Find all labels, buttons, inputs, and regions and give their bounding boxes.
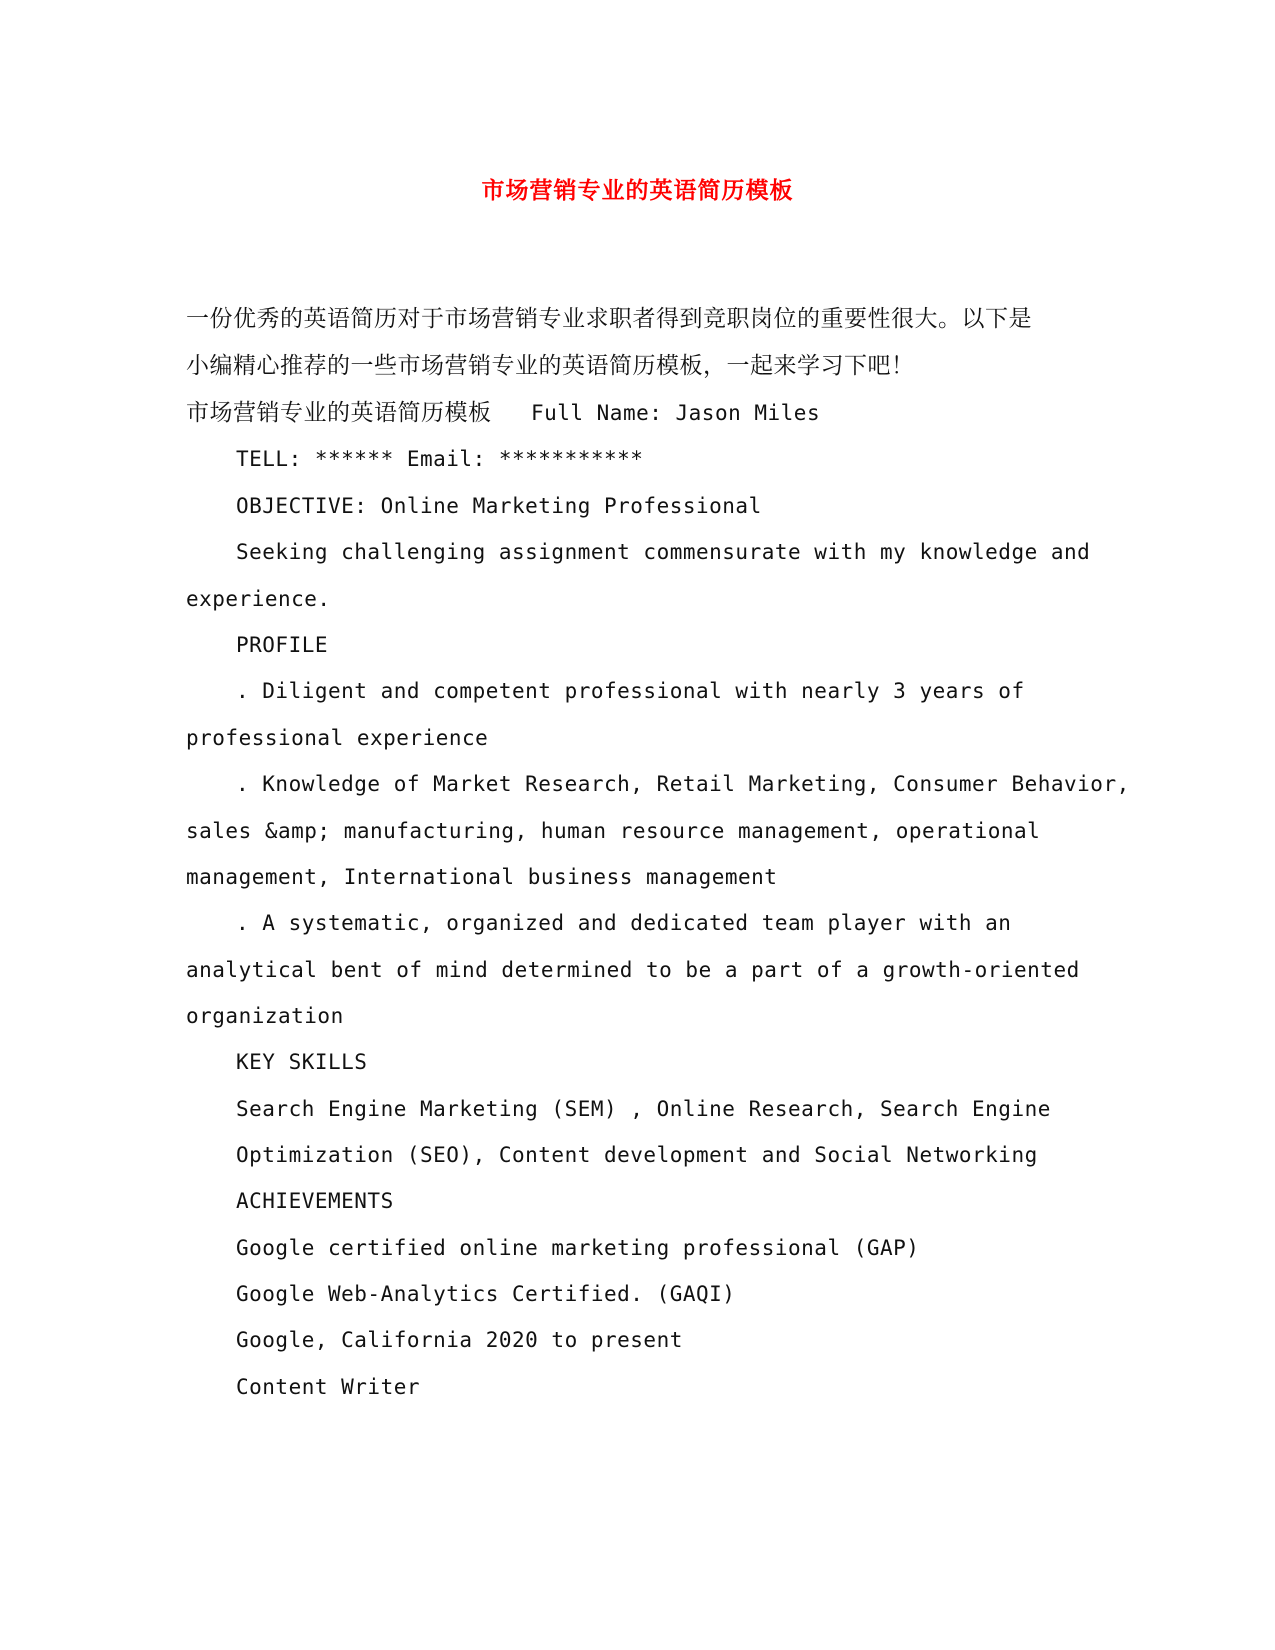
intro-line-2: 小编精心推荐的一些市场营销专业的英语简历模板，一起来学习下吧！ bbox=[186, 353, 915, 379]
intro-line-1: 一份优秀的英语简历对于市场营销专业求职者得到竞职岗位的重要性很大。以下是 bbox=[186, 306, 1032, 332]
profile-item-2b: sales &amp; manufacturing, human resource management, operational bbox=[186, 819, 1041, 843]
achievements-heading: ACHIEVEMENTS bbox=[236, 1189, 394, 1213]
heading-line bbox=[186, 400, 820, 426]
objective-line: OBJECTIVE: Online Marketing Professional bbox=[236, 494, 762, 518]
profile-item-1a: . Diligent and competent professional with nearly 3 years of bbox=[236, 679, 1025, 703]
achievement-1: Google certified online marketing professional (GAP) bbox=[236, 1236, 920, 1260]
objective-desc-1: Seeking challenging assignment commensurate with my knowledge and bbox=[236, 540, 1091, 564]
objective-desc-2: experience. bbox=[186, 587, 331, 611]
skills-line-1: Search Engine Marketing (SEM) , Online Research, Search Engine bbox=[236, 1097, 1051, 1121]
employer-line: Google, California 2020 to present bbox=[236, 1328, 683, 1352]
position-line: Content Writer bbox=[236, 1375, 421, 1399]
skills-heading: KEY SKILLS bbox=[236, 1050, 368, 1074]
profile-item-1b: professional experience bbox=[186, 726, 489, 750]
profile-item-3b: analytical bent of mind determined to be a part of a growth-oriented bbox=[186, 958, 1080, 982]
profile-heading: PROFILE bbox=[236, 633, 329, 657]
profile-item-2a: . Knowledge of Market Research, Retail Marketing, Consumer Behavior, bbox=[236, 772, 1130, 796]
heading-line-gap bbox=[492, 401, 531, 425]
heading-line-cn: 市场营销专业的英语简历模板 bbox=[186, 400, 492, 426]
profile-item-3a: . A systematic, organized and dedicated team player with an bbox=[236, 911, 1012, 935]
profile-item-2c: management, International business management bbox=[186, 865, 778, 889]
skills-line-2: Optimization (SEO), Content development and Social Networking bbox=[236, 1143, 1038, 1167]
contact-line: TELL: ****** Email: *********** bbox=[236, 447, 644, 471]
page-title: 市场营销专业的英语简历模板 bbox=[481, 177, 794, 204]
full-name: Full Name: Jason Miles bbox=[530, 401, 821, 425]
achievement-2: Google Web-Analytics Certified. (GAQI) bbox=[236, 1282, 736, 1306]
profile-item-3c: organization bbox=[186, 1004, 344, 1028]
